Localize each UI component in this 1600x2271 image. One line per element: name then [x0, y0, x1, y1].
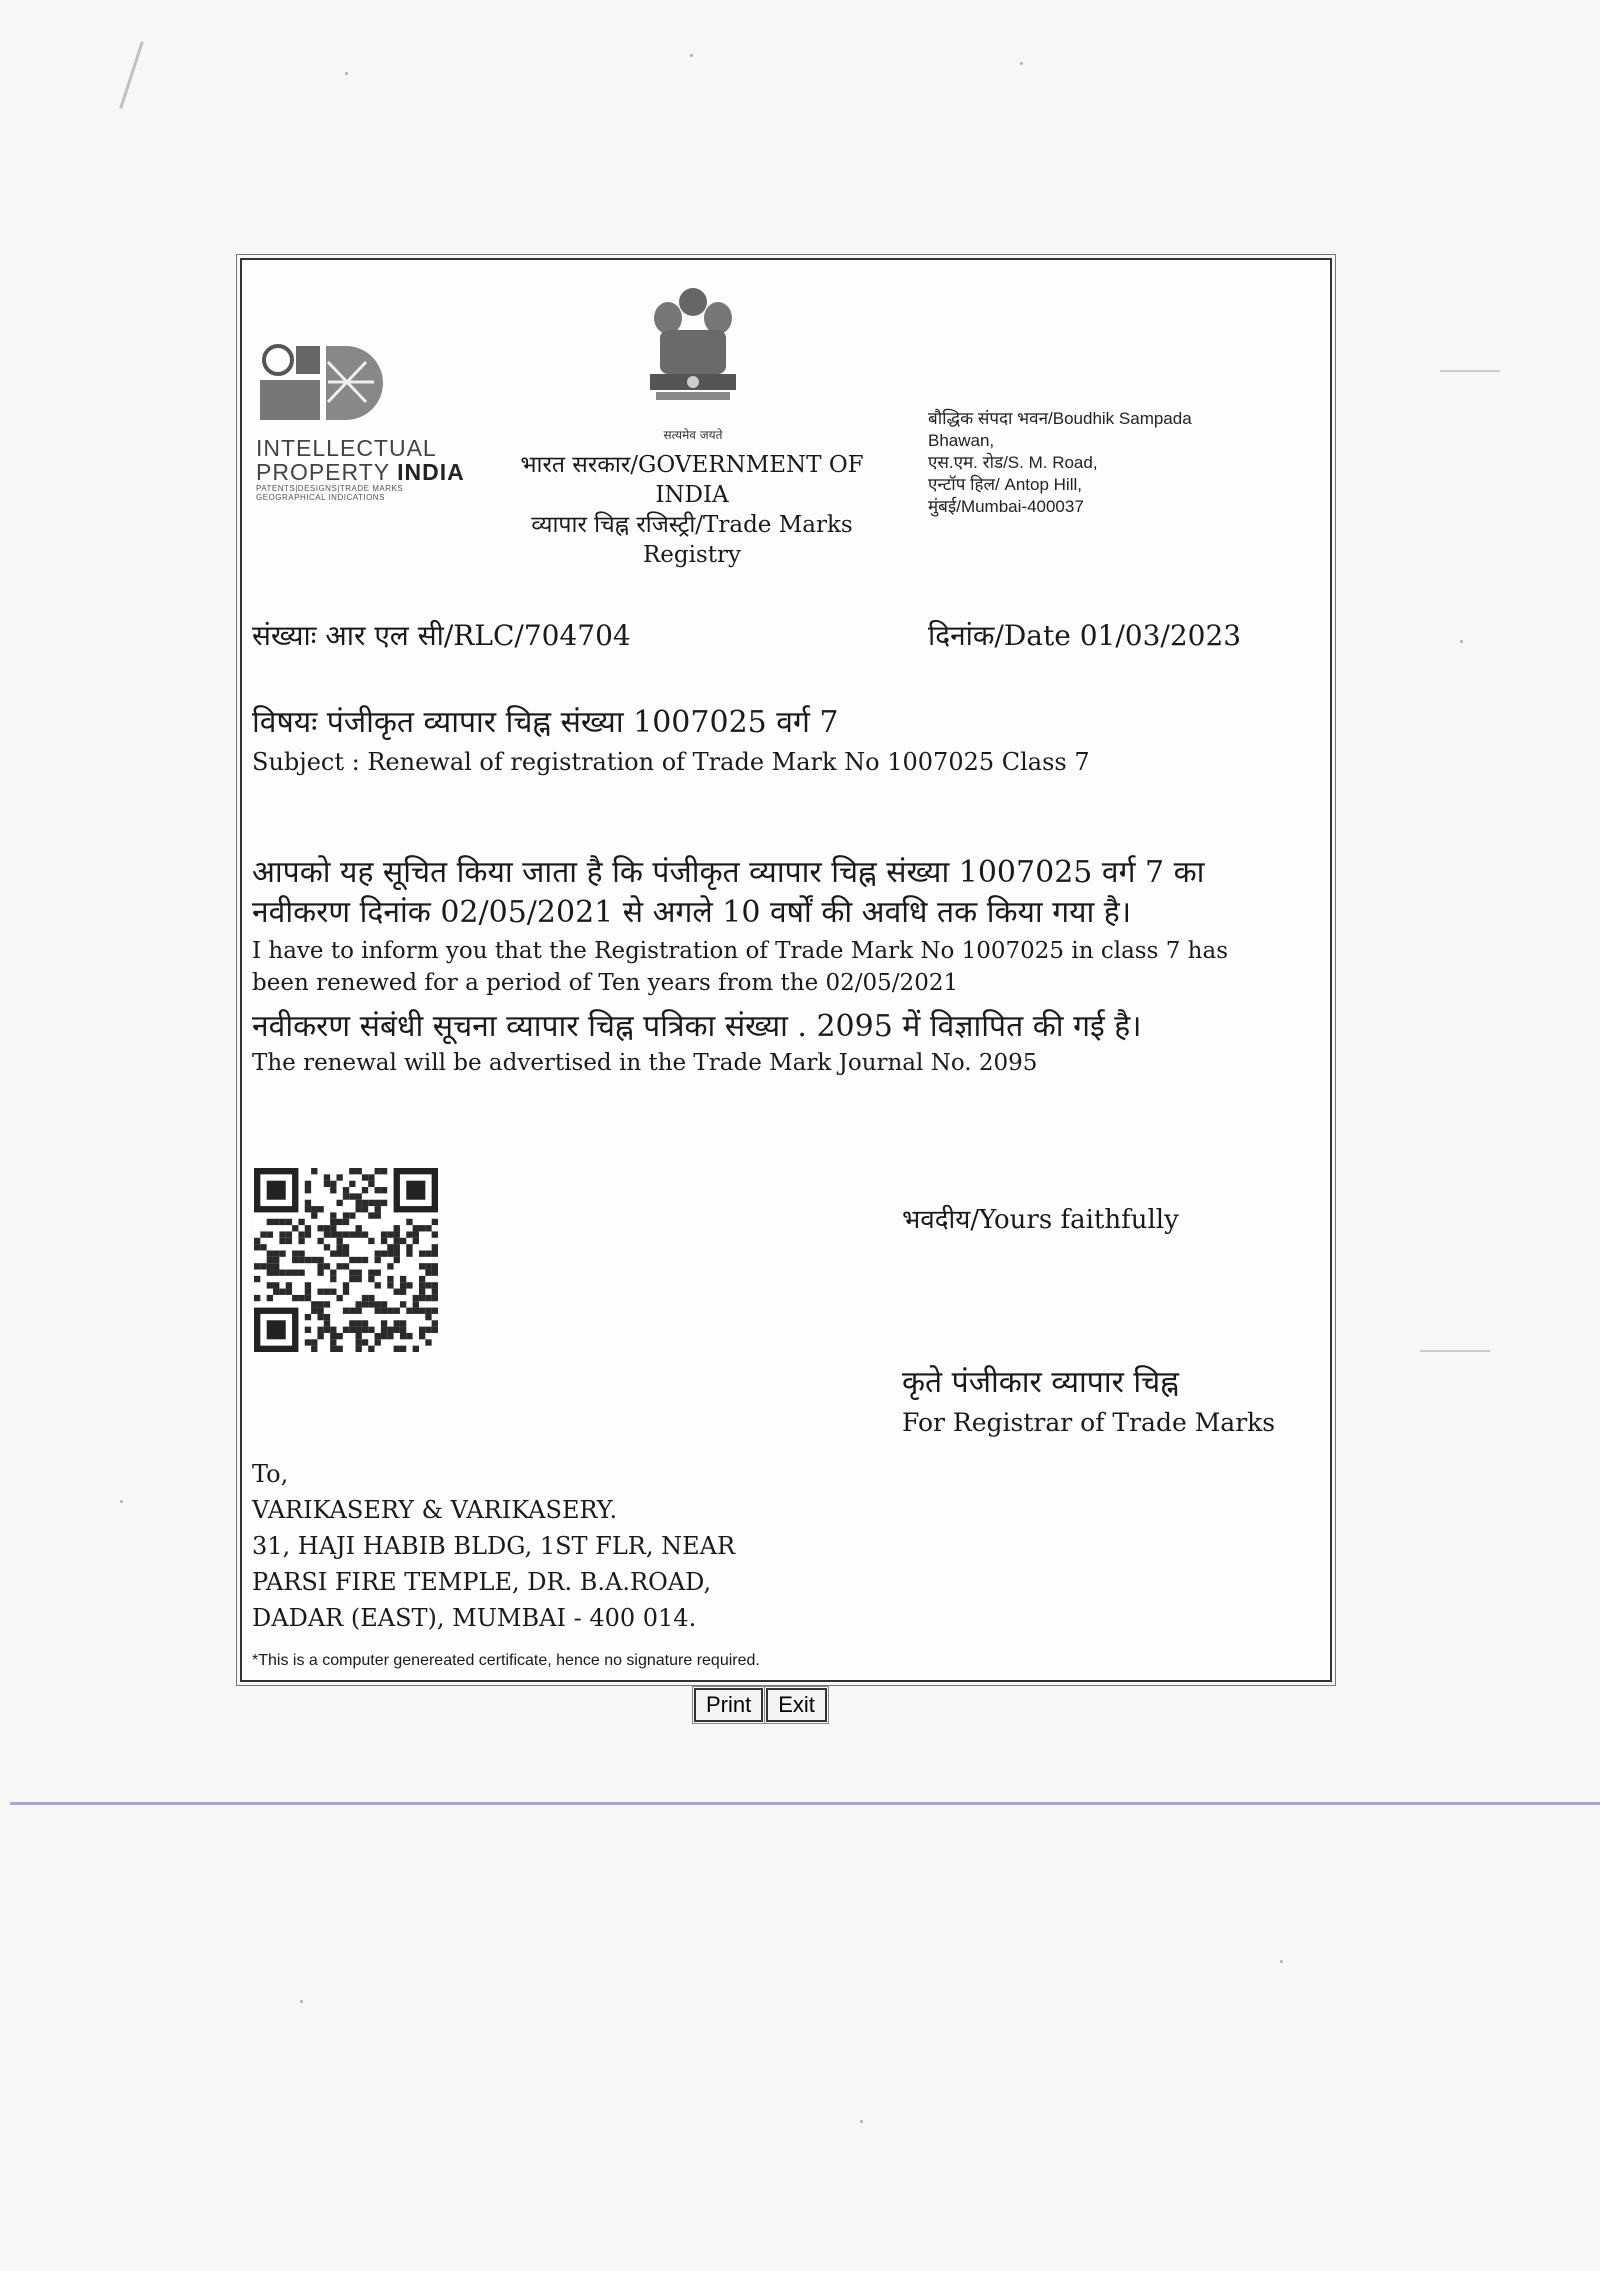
gov-line-1: भारत सरकार/GOVERNMENT OF: [520, 452, 864, 478]
body-english-line-2: been renewed for a period of Ten years from the 02/05/2021: [252, 970, 959, 996]
address-line-1: बौद्धिक संपदा भवन/Boudhik Sampada: [928, 409, 1192, 428]
national-emblem: [638, 280, 748, 443]
body-hindi-line-3: नवीकरण संबंधी सूचना व्यापार चिह्न पत्रिका संख्या . 2095 में विज्ञापित की गई है।: [252, 1009, 1142, 1044]
office-address: [928, 408, 1268, 518]
scan-speck: [120, 1500, 123, 1503]
scan-speck: [1280, 1960, 1283, 1963]
recipient-address: [252, 1456, 735, 1636]
print-button[interactable]: Print: [694, 1688, 763, 1722]
body-hindi-line-2: नवीकरण दिनांक 02/05/2021 से अगले 10 वर्षों की अवधि तक किया गया है।: [252, 895, 1132, 930]
logo-line-2a: PROPERTY: [256, 459, 390, 485]
ashoka-emblem-icon: [638, 280, 748, 420]
logo-line-3: PATENTS|DESIGNS|TRADE MARKS: [256, 484, 404, 493]
gov-line-2: INDIA: [655, 482, 729, 508]
address-line-4: एन्टॉप हिल/ Antop Hill,: [928, 475, 1082, 494]
scan-dash: [1420, 1350, 1490, 1352]
gov-line-4: Registry: [642, 542, 742, 568]
address-line-2: Bhawan,: [928, 431, 995, 450]
ip-india-logo-icon: [256, 342, 386, 432]
logo-line-1: INTELLECTUAL: [256, 435, 437, 461]
scan-speck: [860, 2120, 863, 2123]
subject-english: Subject : Renewal of registration of Trade Mark No 1007025 Class 7: [252, 748, 1090, 776]
scan-speck: [1020, 62, 1023, 65]
recipient-addr-2: PARSI FIRE TEMPLE, DR. B.A.ROAD,: [252, 1568, 712, 1596]
body-english-line-3: The renewal will be advertised in the Trade Mark Journal No. 2095: [252, 1050, 1038, 1076]
scan-dash: [1440, 370, 1500, 372]
recipient-addr-1: 31, HAJI HABIB BLDG, 1ST FLR, NEAR: [252, 1532, 736, 1560]
government-header: [482, 450, 902, 570]
scan-speck: [1460, 640, 1463, 643]
qr-code-icon: [254, 1168, 438, 1352]
horizontal-rule: [10, 1802, 1600, 1805]
recipient-name: VARIKASERY & VARIKASERY.: [252, 1496, 618, 1524]
ip-india-logo: [256, 342, 466, 502]
body-hindi-line-1: आपको यह सूचित किया जाता है कि पंजीकृत व्यापार चिह्न संख्या 1007025 वर्ग 7 का: [252, 855, 1205, 890]
address-line-3: एस.एम. रोड/S. M. Road,: [928, 453, 1098, 472]
exit-button[interactable]: Exit: [766, 1688, 827, 1722]
logo-line-2b: INDIA: [397, 459, 465, 485]
recipient-addr-3: DADAR (EAST), MUMBAI - 400 014.: [252, 1604, 697, 1632]
reference-number: संख्याः आर एल सी/RLC/704704: [252, 619, 631, 652]
registrar-english: For Registrar of Trade Marks: [902, 1408, 1276, 1437]
computer-generated-note: *This is a computer genereated certificate, hence no signature required.: [252, 1652, 760, 1669]
qr-code: [254, 1168, 438, 1352]
body-english-line-1: I have to inform you that the Registration of Trade Mark No 1007025 in class 7 has: [252, 938, 1228, 964]
emblem-motto: सत्यमेव जयते: [663, 428, 723, 442]
logo-line-4: GEOGRAPHICAL INDICATIONS: [256, 493, 385, 502]
logo-line-2: [256, 460, 466, 484]
scan-speck: [690, 54, 693, 57]
scan-speck: [300, 2000, 303, 2003]
action-buttons: [694, 1688, 827, 1722]
certificate: [240, 258, 1332, 1682]
scan-speck: [345, 72, 348, 75]
address-line-5: मुंबई/Mumbai-400037: [928, 497, 1084, 516]
certificate-date: दिनांक/Date 01/03/2023: [928, 619, 1242, 652]
pen-mark: [119, 41, 143, 109]
gov-line-3: व्यापार चिह्न रजिस्ट्री/Trade Marks: [531, 512, 853, 538]
subject-hindi: विषयः पंजीकृत व्यापार चिह्न संख्या 1007025 वर्ग 7: [252, 705, 839, 740]
yours-faithfully: भवदीय/Yours faithfully: [902, 1205, 1179, 1235]
recipient-to: To,: [252, 1460, 289, 1488]
registrar-hindi: कृते पंजीकार व्यापार चिह्न: [902, 1365, 1179, 1400]
